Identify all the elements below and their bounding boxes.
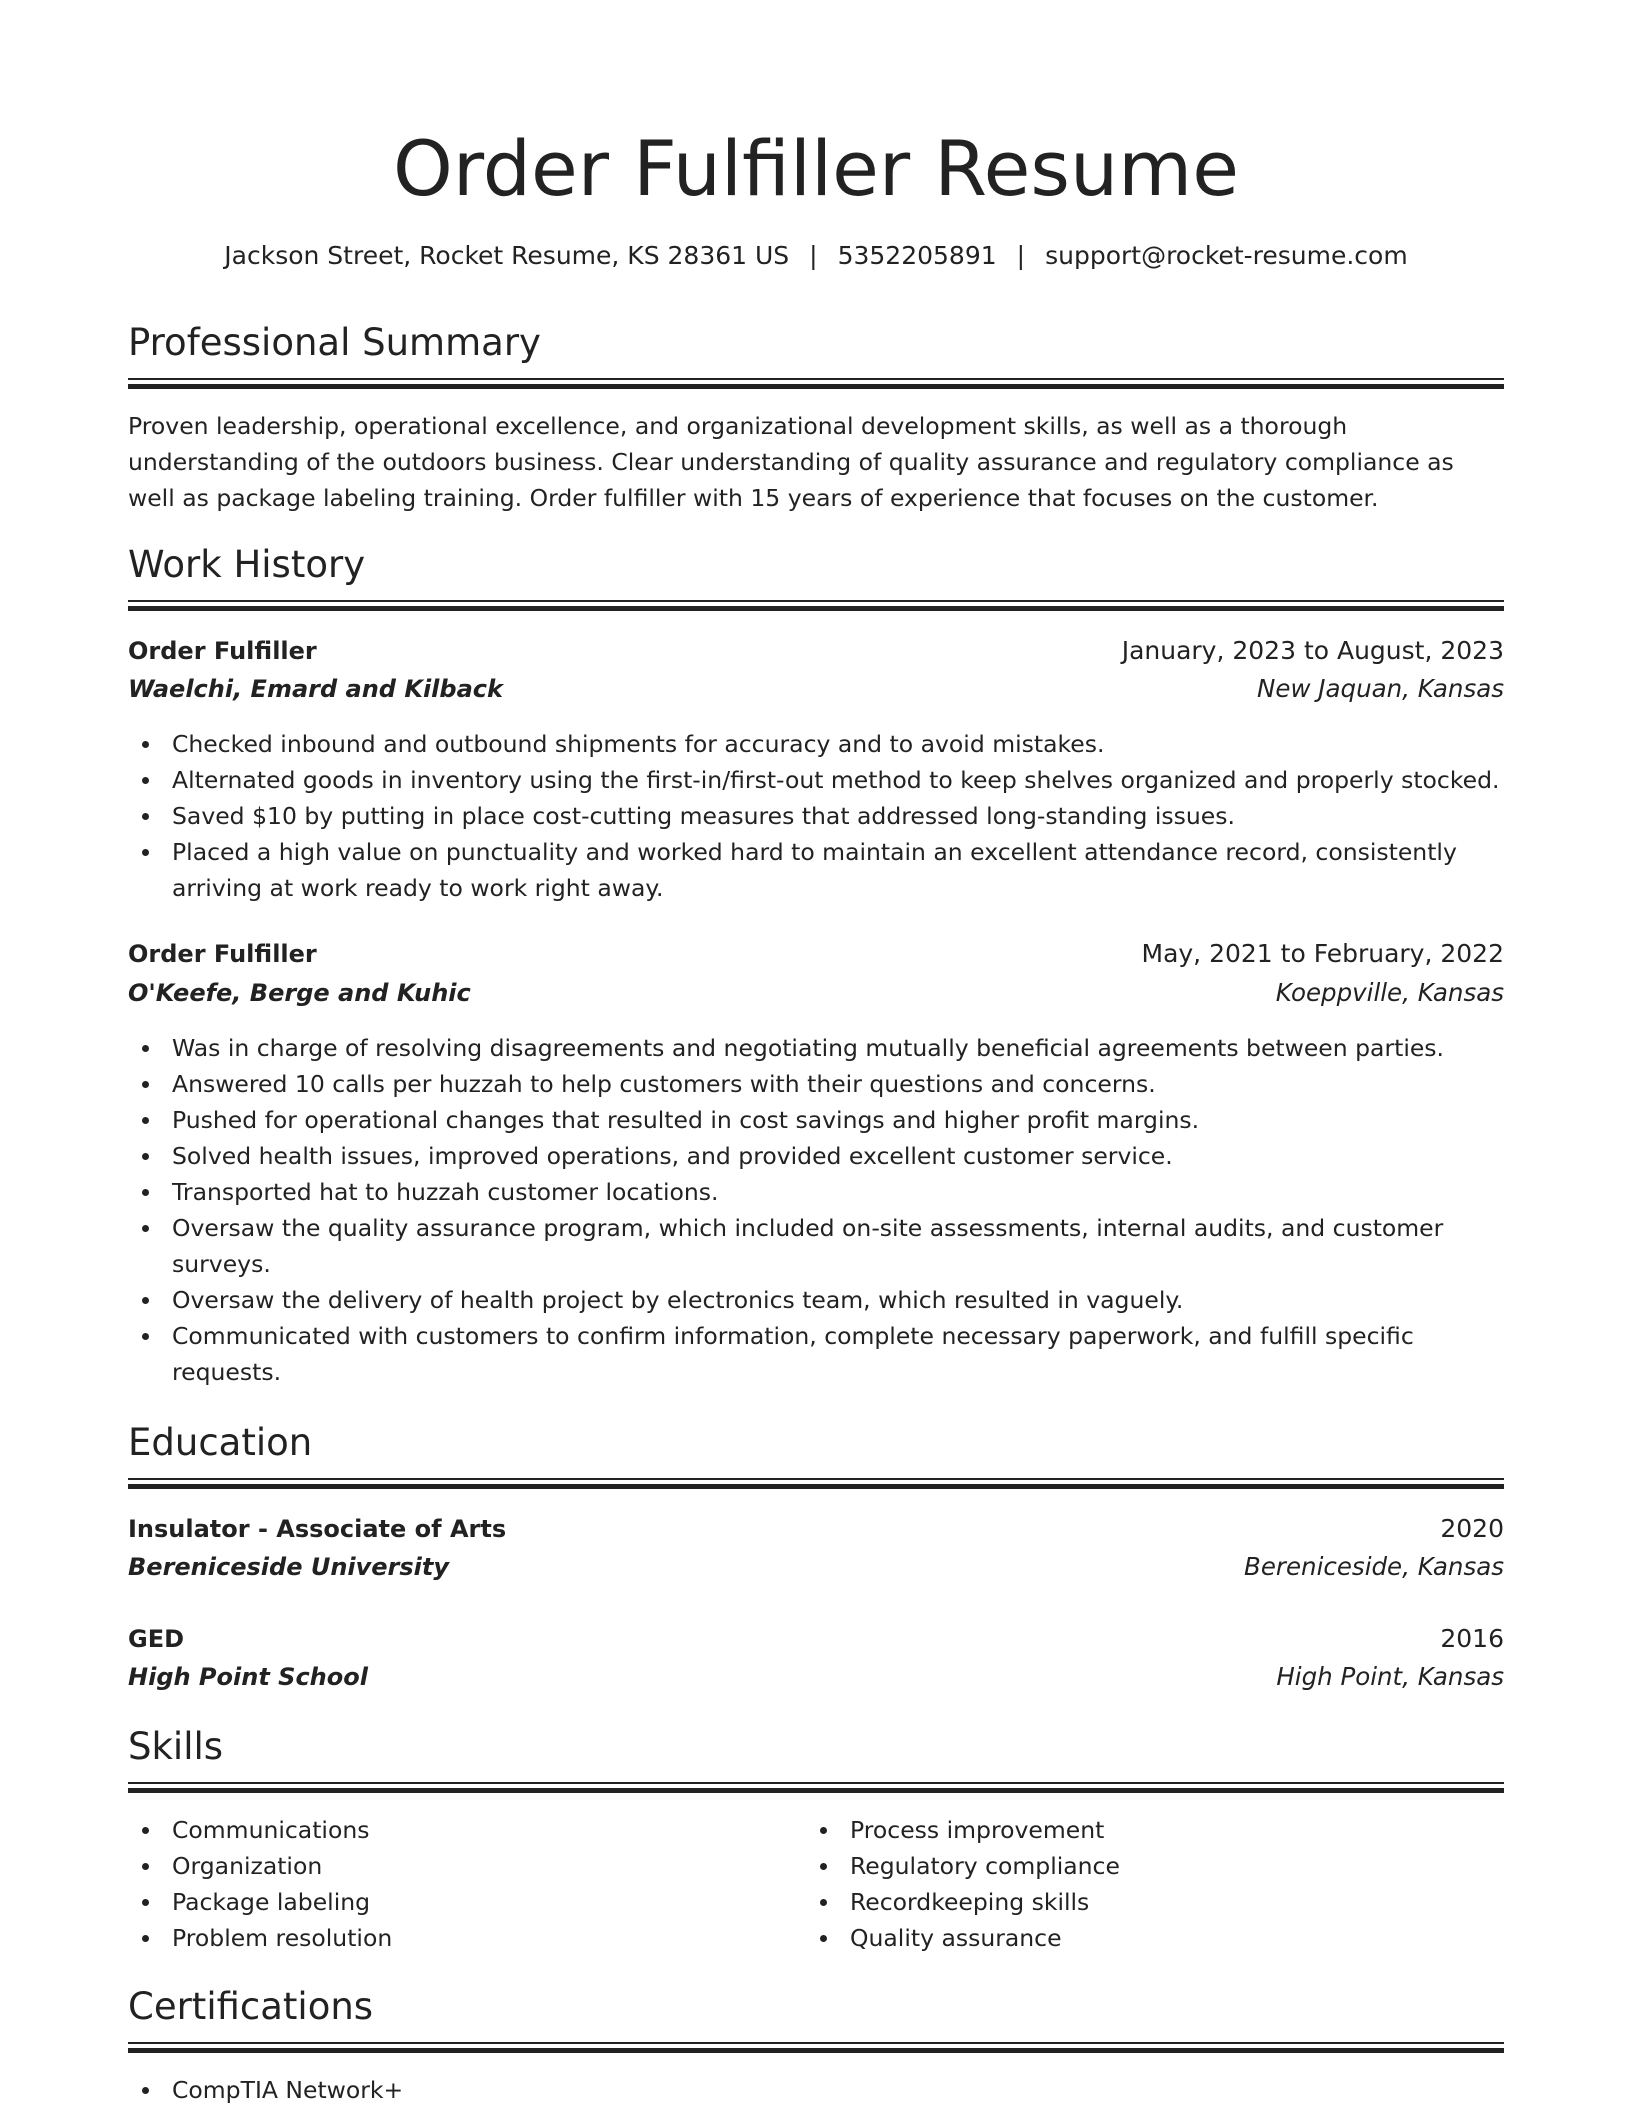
list-item: Organization [128, 1848, 1504, 1884]
job-dates: January, 2023 to August, 2023 [1121, 636, 1504, 665]
job-header [128, 935, 1504, 973]
list-item: Regulatory compliance [806, 1848, 1632, 1884]
list-item: Process improvement [806, 1812, 1632, 1848]
job-subheader [128, 670, 1504, 708]
summary-text: Proven leadership, operational excellence, and organizational development skills, as well as a thorough understanding of the outdoors business. Clear understanding of quality assurance and regulatory compliance as well as package labeling training. Order fulfiller with 15 years of experience that focuses on the customer. [128, 412, 1454, 512]
skills-list-right [806, 1812, 1632, 1956]
education-year: 2020 [1440, 1514, 1504, 1543]
list-item: Recordkeeping skills [806, 1884, 1632, 1920]
job-company: Waelchi, Emard and Kilback [128, 675, 503, 703]
education-degree: Insulator - Associate of Arts [128, 1515, 507, 1543]
list-item: Saved $10 by putting in place cost-cutting measures that addressed long-standing issues. [128, 798, 1504, 834]
job-subheader [128, 974, 1504, 1012]
contact-line [128, 236, 1504, 276]
education-year: 2016 [1440, 1624, 1504, 1653]
education-school: High Point School [128, 1663, 368, 1691]
section-divider [128, 378, 1504, 389]
list-item: Problem resolution [128, 1920, 1504, 1956]
job-role: Order Fulfiller [128, 940, 317, 968]
certifications-list [128, 2072, 1504, 2108]
contact-separator: | [809, 241, 818, 270]
education-header [128, 1620, 1504, 1658]
job-dates: May, 2021 to February, 2022 [1141, 939, 1504, 968]
list-item: Transported hat to huzzah customer locations. [128, 1174, 1504, 1210]
education-location: High Point, Kansas [1276, 1662, 1504, 1691]
contact-separator: | [1016, 241, 1026, 270]
resume-title: Order Fulfiller Resume [393, 124, 1239, 213]
list-item: Solved health issues, improved operations, and provided excellent customer service. [128, 1138, 1504, 1174]
section-divider [128, 1478, 1504, 1489]
list-item: Pushed for operational changes that resulted in cost savings and higher profit margins. [128, 1102, 1504, 1138]
section-divider [128, 1782, 1504, 1793]
education-subheader [128, 1548, 1504, 1586]
education-degree: GED [128, 1625, 185, 1653]
job-bullets [128, 726, 1504, 906]
education-location: Bereniceside, Kansas [1244, 1552, 1504, 1581]
education-header [128, 1510, 1504, 1548]
section-title-summary: Professional Summary [128, 321, 541, 364]
list-item: Quality assurance [806, 1920, 1632, 1956]
section-divider [128, 2042, 1504, 2053]
list-item: Placed a high value on punctuality and worked hard to maintain an excellent attendance record, consistently arriving at work ready to work right away. [128, 834, 1504, 906]
list-item: Alternated goods in inventory using the first-in/first-out method to keep shelves organized and properly stocked. [128, 762, 1504, 798]
section-title-work: Work History [128, 543, 366, 586]
list-item: Was in charge of resolving disagreements and negotiating mutually beneficial agreements between parties. [128, 1030, 1504, 1066]
education-subheader [128, 1658, 1504, 1696]
section-title-skills: Skills [128, 1725, 224, 1768]
job-bullets [128, 1030, 1504, 1390]
job-location: Koeppville, Kansas [1275, 978, 1504, 1007]
job-location: New Jaquan, Kansas [1257, 674, 1504, 703]
section-title-education: Education [128, 1421, 313, 1464]
job-header [128, 632, 1504, 670]
list-item: Oversaw the delivery of health project by electronics team, which resulted in vaguely. [128, 1282, 1504, 1318]
job-role: Order Fulfiller [128, 637, 317, 665]
list-item: CompTIA Network+ [128, 2072, 1504, 2108]
education-school: Bereniceside University [128, 1553, 450, 1581]
contact-address: Jackson Street, Rocket Resume, KS 28361 US [224, 241, 790, 270]
section-divider [128, 600, 1504, 611]
list-item: Checked inbound and outbound shipments for accuracy and to avoid mistakes. [128, 726, 1504, 762]
contact-phone: 5352205891 [837, 241, 997, 270]
list-item: Communications [128, 1812, 1504, 1848]
list-item: Package labeling [128, 1884, 1504, 1920]
job-company: O'Keefe, Berge and Kuhic [128, 979, 471, 1007]
list-item: Oversaw the quality assurance program, which included on-site assessments, internal audits, and customer surveys. [128, 1210, 1504, 1282]
list-item: Communicated with customers to confirm information, complete necessary paperwork, and fulfill specific requests. [128, 1318, 1504, 1390]
contact-email: support@rocket-resume.com [1045, 241, 1408, 270]
list-item: Answered 10 calls per huzzah to help customers with their questions and concerns. [128, 1066, 1504, 1102]
section-title-certifications: Certifications [128, 1985, 374, 2028]
